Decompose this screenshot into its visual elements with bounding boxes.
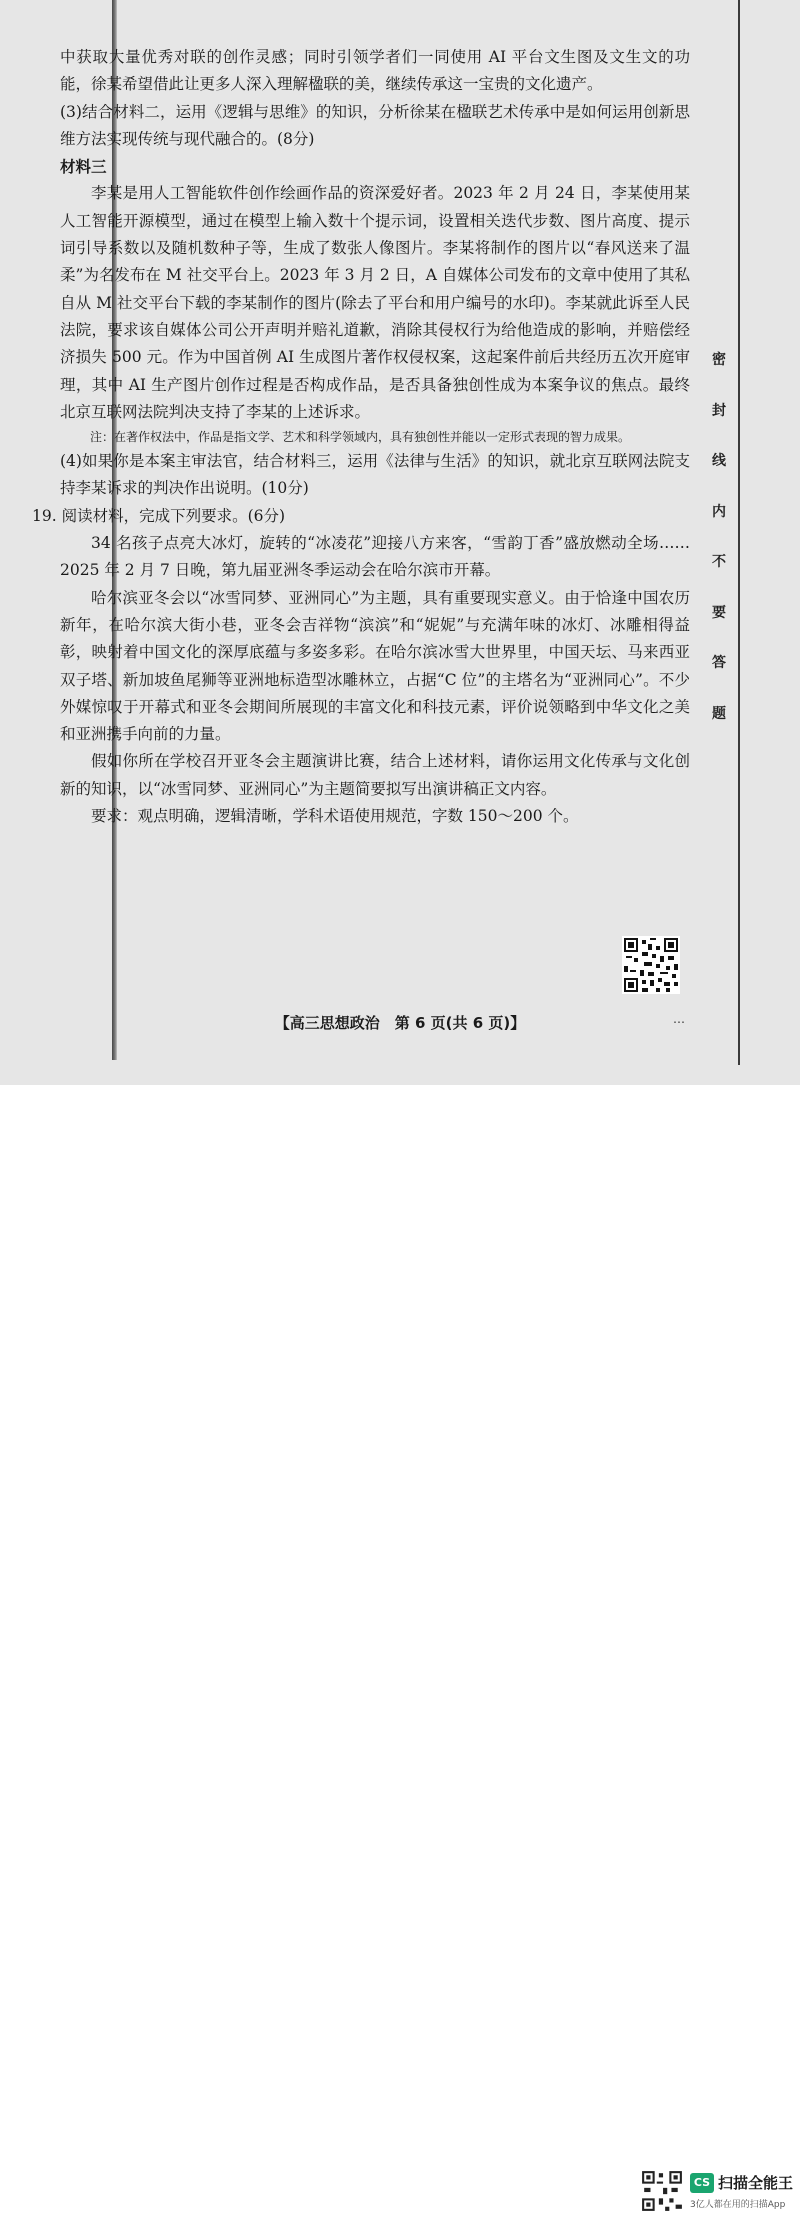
- camscanner-tagline: 3亿人都在用的扫描App: [690, 2200, 786, 2210]
- material-three-heading: 材料三: [60, 157, 107, 177]
- qr-code-icon: [622, 936, 680, 994]
- question-19-requirements: 要求：观点明确，逻辑清晰，学科术语使用规范，字数 150～200 个。: [91, 807, 579, 826]
- copyright-note: 注：在著作权法中，作品是指文学、艺术和科学领域内，具有独创性并能以一定形式表现的智力成果。: [90, 430, 631, 445]
- camscanner-logo: CS: [690, 2173, 714, 2193]
- question-19-material-1: 34 名孩子点亮大冰灯，旋转的“冰凌花”迎接八方来客，“雪韵丁香”盛放燃动全场……2025 年 2 月 7 日晚，第九届亚洲冬季运动会在哈尔滨市开幕。: [60, 534, 690, 580]
- binding-char: 要: [712, 604, 726, 621]
- question-19-task: 假如你所在学校召开亚冬会主题演讲比赛，结合上述材料，请你运用文化传承与文化创新的知识，以“冰雪同梦、亚洲同心”为主题简要拟写出演讲稿正文内容。: [60, 752, 690, 798]
- binding-char: 题: [712, 705, 726, 722]
- app-qr-code-icon: [640, 2169, 684, 2213]
- question-3: (3)结合材料二，运用《逻辑与思维》的知识，分析徐某在楹联艺术传承中是如何运用创新思维方法实现传统与现代融合的。(8分): [60, 102, 690, 148]
- binding-char: 不: [712, 554, 726, 571]
- question-4: (4)如果你是本案主审法官，结合材料三，运用《法律与生活》的知识，就北京互联网法院支持李某诉求的判决作出说明。(10分): [60, 452, 690, 498]
- camscanner-app-name: 扫描全能王: [718, 2174, 794, 2192]
- binding-char: 封: [712, 402, 726, 419]
- scanner-watermark-bar: [0, 1085, 800, 2210]
- scanned-page: [0, 0, 800, 1085]
- binding-margin-line: [738, 0, 740, 1065]
- page-footer: 【高三思想政治 第 6 页(共 6 页)】: [274, 1014, 526, 1032]
- question-19-title: 19. 阅读材料，完成下列要求。(6分): [32, 506, 286, 525]
- exam-content: [32, 44, 690, 830]
- material-three-body: 李某是用人工智能软件创作绘画作品的资深爱好者。2023 年 2 月 24 日，李某使用某人工智能开源模型，通过在模型上输入数十个提示词，设置相关迭代步数、图片高度、提示词引导系数以及随机数种子等，生成了数张人像图片。李某将制作的图片以“春风送来了温柔”为名发布在 M 社交平台上。2023 年 3 月 2 日，A 自媒体公司发布的文章中使用了其私自从 M 社交平台下载的李某制作的图片(除去了平台和用户编号的水印)。李某就此诉至人民法院，要求该自媒体公司公开声明并赔礼道歉，消除其侵权行为给他造成的影响，并赔偿经济损失 500 元。作为中国首例 AI 生成图片著作权侵权案，这起案件前后共经历五次开庭审理，其中 AI 生产图片创作过程是否构成作品，是否具备独创性成为本案争议的焦点。最终北京互联网法院判决支持了李某的上述诉求。: [60, 184, 690, 421]
- binding-char: 密: [712, 352, 726, 368]
- binding-margin-notice: [708, 352, 730, 722]
- binding-char: 线: [712, 453, 726, 470]
- binding-char: 答: [712, 655, 726, 672]
- footer-mark: …: [673, 1012, 685, 1026]
- binding-char: 内: [712, 503, 726, 520]
- question-19-material-2: 哈尔滨亚冬会以“冰雪同梦、亚洲同心”为主题，具有重要现实意义。由于恰逢中国农历新年，在哈尔滨大街小巷，亚冬会吉祥物“滨滨”和“妮妮”与充满年味的冰灯、冰雕相得益彰，映射着中国文化的深厚底蕴与多姿多彩。在哈尔滨冰雪大世界里，中国天坛、马来西亚双子塔、新加坡鱼尾狮等亚洲地标造型冰雕林立，占据“C 位”的主塔名为“亚洲同心”。不少外媒惊叹于开幕式和亚冬会期间所展现的丰富文化和科技元素，评价说领略到中华文化之美和亚洲携手向前的力量。: [60, 588, 690, 744]
- material-two-continuation: 中获取大量优秀对联的创作灵感；同时引领学者们一同使用 AI 平台文生图及文生文的功能，徐某希望借此让更多人深入理解楹联的美，继续传承这一宝贵的文化遗产。: [60, 48, 690, 94]
